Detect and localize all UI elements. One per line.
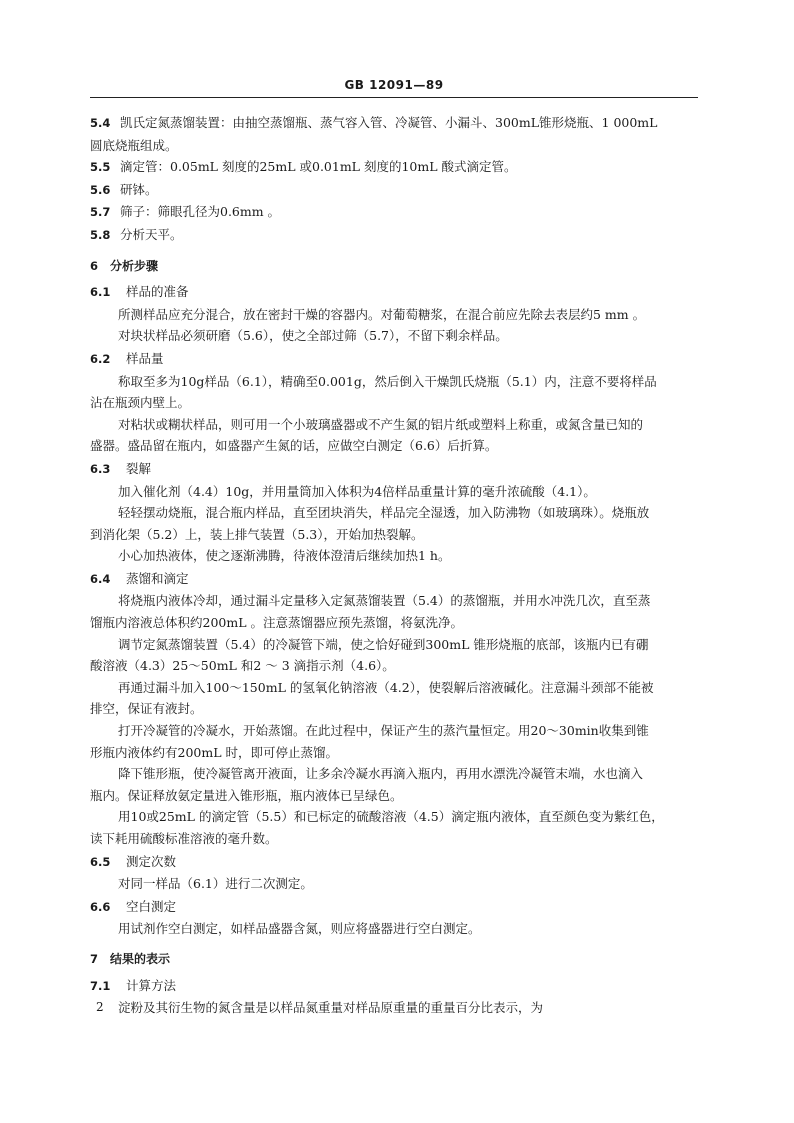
section-6-1-heading: 6.1 样品的准备 <box>90 284 189 300</box>
section-6-4-para: 降下锥形瓶，使冷凝管离开液面，让多余冷凝水再滴入瓶内，再用水漂洗冷凝管末端，水也滴入 <box>118 766 644 782</box>
section-6-6-para: 用试剂作空白测定，如样品盛器含氮，则应将盛器进行空白测定。 <box>118 921 481 937</box>
section-6-1-para: 对块状样品必须研磨（5.6），使之全部过筛（5.7），不留下剩余样品。 <box>118 328 508 344</box>
section-6-4-para: 调节定氮蒸馏装置（5.4）的冷凝管下端，使之恰好碰到300mL 锥形烧瓶的底部，该瓶内已有硼 <box>118 636 649 652</box>
section-6-5-heading: 6.5 测定次数 <box>90 853 177 869</box>
section-6-heading: 6 分析步骤 <box>90 258 159 273</box>
section-6-2-para: 对粘状或糊状样品，则可用一个小玻璃盛器或不产生氮的铝片纸或塑料上称重，或氮含量已知的 <box>118 416 644 432</box>
standard-header: GB 12091—89 <box>344 78 444 92</box>
section-6-3-para: 到消化架（5.2）上，装上排气装置（5.3），开始加热裂解。 <box>90 526 424 542</box>
section-6-2-heading: 6.2 样品量 <box>90 350 164 366</box>
section-6-3-heading: 6.3 裂解 <box>90 460 152 476</box>
section-6-4-para: 排空，保证有液封。 <box>90 701 203 717</box>
section-6-6-heading: 6.6 空白测定 <box>90 898 177 914</box>
section-7-1-heading: 7.1 计算方法 <box>90 977 177 993</box>
section-6-4-heading: 6.4 蒸馏和滴定 <box>90 570 189 586</box>
item-5-4: 5.4 凯氏定氮蒸馏装置：由抽空蒸馏瓶、蒸气容入管、冷凝管、小漏斗、300mL锥形烧瓶、1 000mL <box>90 115 658 130</box>
section-6-4-para: 读下耗用硫酸标准溶液的毫升数。 <box>90 831 278 846</box>
section-6-2-para: 称取至多为10g样品（6.1），精确至0.001g，然后倒入干燥凯氏烧瓶（5.1）内，注意不要将样品 <box>118 373 657 389</box>
section-6-4-para: 将烧瓶内液体冷却，通过漏斗定量移入定氮蒸馏装置（5.4）的蒸馏瓶，并用水冲洗几次，直至蒸 <box>118 593 651 609</box>
section-6-4-para: 瓶内。保证释放氨定量进入锥形瓶，瓶内液体已呈绿色。 <box>90 787 403 803</box>
section-6-4-para: 用10或25mL 的滴定管（5.5）和已标定的硫酸溶液（4.5）滴定瓶内液体，直至颜色变为紫红色， <box>118 809 664 825</box>
item-5-6: 5.6 研钵。 <box>90 181 158 197</box>
item-5-8: 5.8 分析天平。 <box>90 226 183 242</box>
page-number: 2 <box>96 1000 104 1014</box>
section-6-1-para: 所测样品应充分混合，放在密封干燥的容器内。对葡萄糖浆，在混合前应先除去表层约5 mm 。 <box>118 306 646 322</box>
section-6-4-para: 再通过漏斗加入100～150mL 的氢氧化钠溶液（4.2），使裂解后溶液碱化。注意漏斗颈部不能被 <box>118 679 654 695</box>
section-6-3-para: 加入催化剂（4.4）10g，并用量筒加入体积为4倍样品重量计算的毫升浓硫酸（4.1）。 <box>118 483 596 499</box>
section-6-4-para: 馏瓶内溶液总体积约200mL 。注意蒸馏器应预先蒸馏，将氨洗净。 <box>90 615 463 631</box>
item-5-5: 5.5 滴定管：0.05mL 刻度的25mL 或0.01mL 刻度的10mL 酸式滴定管。 <box>90 159 517 175</box>
section-6-4-para: 酸溶液（4.3）25～50mL 和2 ～ 3 滴指示剂（4.6）。 <box>90 658 395 674</box>
section-6-2-para: 沾在瓶颈内壁上。 <box>90 395 191 411</box>
section-6-3-para: 小心加热液体，使之逐渐沸腾，待液体澄清后继续加热1 h。 <box>118 548 451 564</box>
section-7-1-para: 淀粉及其衍生物的氮含量是以样品氮重量对样品原重量的重量百分比表示，为 <box>118 1000 544 1016</box>
section-6-2-para: 盛器。盛品留在瓶内，如盛器产生氮的话，应做空白测定（6.6）后折算。 <box>90 438 498 454</box>
section-6-4-para: 打开冷凝管的冷凝水，开始蒸馏。在此过程中，保证产生的蒸汽量恒定。用20～30min收集到锥 <box>118 723 649 739</box>
section-6-3-para: 轻轻摆动烧瓶，混合瓶内样品，直至团块消失，样品完全湿透，加入防沸物（如玻璃珠）。烧瓶放 <box>118 505 650 521</box>
section-6-4-para: 形瓶内液体约有200mL 时，即可停止蒸馏。 <box>90 744 338 760</box>
section-7-heading: 7 结果的表示 <box>90 951 171 966</box>
item-5-4-cont: 圆底烧瓶组成。 <box>90 137 178 153</box>
item-5-7: 5.7 筛子：筛眼孔径为0.6mm 。 <box>90 204 281 220</box>
header-rule <box>90 97 698 98</box>
section-6-5-para: 对同一样品（6.1）进行二次测定。 <box>118 876 313 892</box>
document-body <box>90 112 702 1019</box>
